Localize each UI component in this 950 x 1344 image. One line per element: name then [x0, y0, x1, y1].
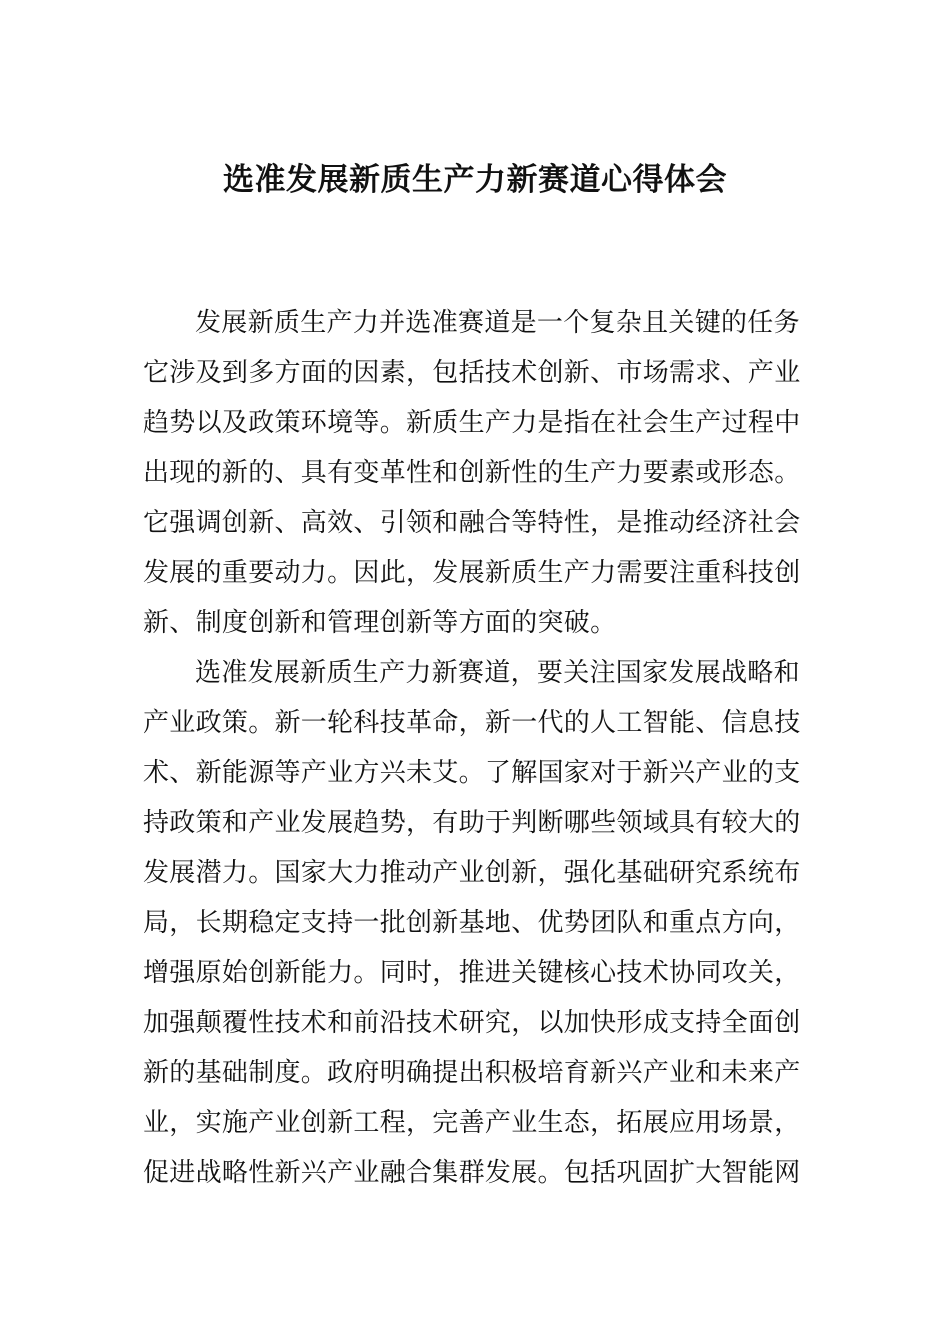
paragraph-line: 趋势以及政策环境等。新质生产力是指在社会生产过程中 [143, 408, 801, 438]
paragraph-1 [143, 298, 807, 648]
paragraph-line: 加强颠覆性技术和前沿技术研究，以加快形成支持全面创 [143, 1008, 801, 1038]
document-title: 选准发展新质生产力新赛道心得体会 [223, 162, 727, 198]
paragraph-line: 增强原始创新能力。同时，推进关键核心技术协同攻关， [143, 958, 801, 988]
paragraph-line: 产业政策。新一轮科技革命，新一代的人工智能、信息技 [143, 708, 801, 738]
paragraph-line: 选准发展新质生产力新赛道，要关注国家发展战略和 [195, 658, 800, 688]
paragraph-line: 促进战略性新兴产业融合集群发展。包括巩固扩大智能网 [143, 1158, 801, 1188]
paragraph-line: 它强调创新、高效、引领和融合等特性，是推动经济社会 [143, 508, 801, 538]
paragraph-line: 出现的新的、具有变革性和创新性的生产力要素或形态。 [143, 458, 801, 488]
paragraph-line: 术、新能源等产业方兴未艾。了解国家对于新兴产业的支 [143, 758, 801, 788]
document-body [143, 298, 807, 1198]
paragraph-line: 它涉及到多方面的因素，包括技术创新、市场需求、产业 [143, 358, 801, 388]
paragraph-line: 发展潜力。国家大力推动产业创新，强化基础研究系统布 [143, 858, 801, 888]
paragraph-line: 新、制度创新和管理创新等方面的突破。 [143, 608, 617, 638]
paragraph-line: 持政策和产业发展趋势，有助于判断哪些领域具有较大的 [143, 808, 801, 838]
paragraph-line: 业，实施产业创新工程，完善产业生态，拓展应用场景， [143, 1108, 801, 1138]
paragraph-line: 发展的重要动力。因此，发展新质生产力需要注重科技创 [143, 558, 801, 588]
paragraph-line: 局，长期稳定支持一批创新基地、优势团队和重点方向， [143, 908, 801, 938]
paragraph-2 [143, 648, 807, 1198]
paragraph-line: 发展新质生产力并选准赛道是一个复杂且关键的任务 [195, 308, 800, 338]
paragraph-line: 新的基础制度。政府明确提出积极培育新兴产业和未来产 [143, 1058, 801, 1088]
